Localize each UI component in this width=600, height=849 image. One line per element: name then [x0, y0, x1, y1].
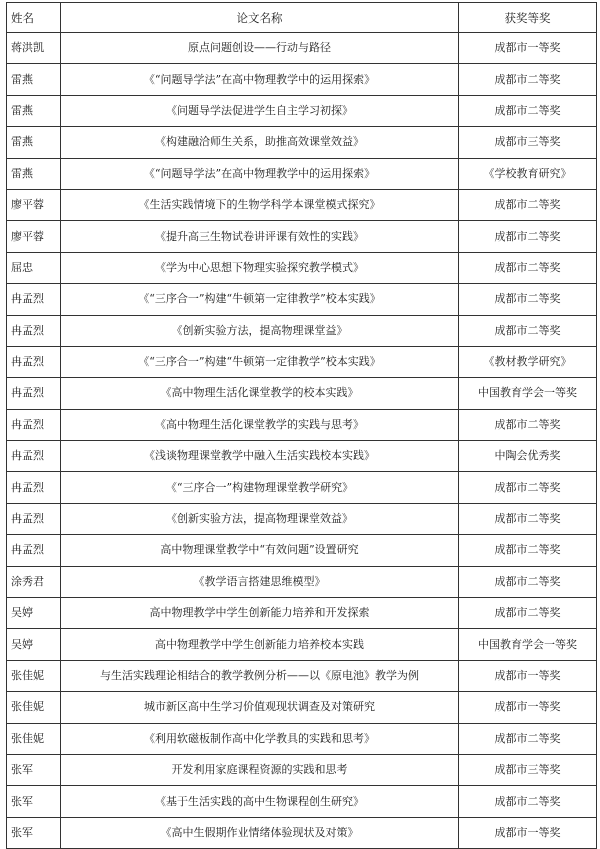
- cell-paper-title: 原点问题创设——行动与路径: [61, 33, 459, 64]
- cell-author-name: 雷燕: [7, 127, 61, 158]
- cell-author-name: 冉孟烈: [7, 284, 61, 315]
- cell-award-level: 《教材教学研究》: [459, 346, 597, 377]
- cell-author-name: 冉孟烈: [7, 535, 61, 566]
- cell-author-name: 蒋洪凯: [7, 33, 61, 64]
- cell-paper-title: 高中物理课堂教学中“有效问题”设置研究: [61, 535, 459, 566]
- cell-paper-title: 《学为中心思想下物理实验探究教学模式》: [61, 252, 459, 283]
- cell-author-name: 冉孟烈: [7, 441, 61, 472]
- cell-author-name: 涂秀君: [7, 566, 61, 597]
- table-row: [7, 441, 597, 472]
- cell-paper-title: 《提升高三生物试卷讲评课有效性的实践》: [61, 221, 459, 252]
- cell-award-level: 成都市二等奖: [459, 786, 597, 817]
- cell-paper-title: 《“问题导学法”在高中物理教学中的运用探索》: [61, 158, 459, 189]
- cell-paper-title: 《“三序合一”构建物理课堂教学研究》: [61, 472, 459, 503]
- cell-award-level: 成都市二等奖: [459, 189, 597, 220]
- cell-paper-title: 《构建融洽师生关系，助推高效课堂效益》: [61, 127, 459, 158]
- cell-award-level: 成都市二等奖: [459, 64, 597, 95]
- cell-author-name: 冉孟烈: [7, 378, 61, 409]
- cell-award-level: 成都市二等奖: [459, 598, 597, 629]
- cell-award-level: 成都市三等奖: [459, 754, 597, 785]
- cell-award-level: 成都市二等奖: [459, 723, 597, 754]
- cell-award-level: 成都市二等奖: [459, 503, 597, 534]
- cell-paper-title: 《高中物理生活化课堂教学的实践与思考》: [61, 409, 459, 440]
- cell-author-name: 张军: [7, 817, 61, 848]
- cell-award-level: 《学校教育研究》: [459, 158, 597, 189]
- cell-award-level: 成都市二等奖: [459, 472, 597, 503]
- awards-table: [6, 2, 597, 849]
- cell-award-level: 成都市二等奖: [459, 315, 597, 346]
- table-row: [7, 221, 597, 252]
- cell-award-level: 成都市二等奖: [459, 221, 597, 252]
- table-row: [7, 723, 597, 754]
- cell-award-level: 成都市二等奖: [459, 566, 597, 597]
- table-row: [7, 535, 597, 566]
- cell-author-name: 冉孟烈: [7, 472, 61, 503]
- cell-paper-title: 开发利用家庭课程资源的实践和思考: [61, 754, 459, 785]
- cell-author-name: 雷燕: [7, 64, 61, 95]
- header-title: 论文名称: [61, 3, 459, 33]
- cell-author-name: 廖平蓉: [7, 189, 61, 220]
- cell-paper-title: 《教学语言搭建思维模型》: [61, 566, 459, 597]
- cell-paper-title: 《高中生假期作业情绪体验现状及对策》: [61, 817, 459, 848]
- cell-paper-title: 高中物理教学中学生创新能力培养校本实践: [61, 629, 459, 660]
- table-row: [7, 189, 597, 220]
- cell-award-level: 成都市二等奖: [459, 535, 597, 566]
- cell-author-name: 吴婷: [7, 598, 61, 629]
- cell-author-name: 冉孟烈: [7, 315, 61, 346]
- cell-paper-title: 《利用软磁板制作高中化学教具的实践和思考》: [61, 723, 459, 754]
- table-row: [7, 127, 597, 158]
- table-body: [7, 33, 597, 849]
- table-row: [7, 346, 597, 377]
- table-row: [7, 252, 597, 283]
- header-award: 获奖等奖: [459, 3, 597, 33]
- cell-award-level: 中国教育学会一等奖: [459, 629, 597, 660]
- table-row: [7, 315, 597, 346]
- cell-award-level: 成都市一等奖: [459, 817, 597, 848]
- cell-author-name: 吴婷: [7, 629, 61, 660]
- table-row: [7, 629, 597, 660]
- cell-author-name: 冉孟烈: [7, 409, 61, 440]
- cell-author-name: 张军: [7, 754, 61, 785]
- header-name: 姓名: [7, 3, 61, 33]
- cell-paper-title: 《问题导学法促进学生自主学习初探》: [61, 95, 459, 126]
- table-row: [7, 754, 597, 785]
- cell-author-name: 廖平蓉: [7, 221, 61, 252]
- cell-author-name: 屈忠: [7, 252, 61, 283]
- table-row: [7, 95, 597, 126]
- table-row: [7, 692, 597, 723]
- table-row: [7, 598, 597, 629]
- cell-award-level: 成都市一等奖: [459, 660, 597, 691]
- table-row: [7, 284, 597, 315]
- cell-paper-title: 《“三序合一”构建“牛顿第一定律教学”校本实践》: [61, 346, 459, 377]
- cell-paper-title: 城市新区高中生学习价值观现状调查及对策研究: [61, 692, 459, 723]
- table-row: [7, 503, 597, 534]
- cell-award-level: 成都市二等奖: [459, 284, 597, 315]
- cell-author-name: 雷燕: [7, 158, 61, 189]
- table-row: [7, 660, 597, 691]
- cell-award-level: 中陶会优秀奖: [459, 441, 597, 472]
- cell-author-name: 雷燕: [7, 95, 61, 126]
- cell-paper-title: 《“三序合一”构建“牛顿第一定律教学”校本实践》: [61, 284, 459, 315]
- cell-author-name: 张佳妮: [7, 723, 61, 754]
- cell-award-level: 成都市二等奖: [459, 409, 597, 440]
- cell-author-name: 冉孟烈: [7, 503, 61, 534]
- cell-paper-title: 《创新实验方法，提高物理课堂益》: [61, 315, 459, 346]
- cell-award-level: 成都市一等奖: [459, 33, 597, 64]
- cell-author-name: 冉孟烈: [7, 346, 61, 377]
- table-row: [7, 378, 597, 409]
- cell-paper-title: 《基于生活实践的高中生物课程创生研究》: [61, 786, 459, 817]
- table-row: [7, 472, 597, 503]
- cell-paper-title: 高中物理教学中学生创新能力培养和开发探索: [61, 598, 459, 629]
- cell-paper-title: 《生活实践情境下的生物学科学本课堂模式探究》: [61, 189, 459, 220]
- cell-award-level: 成都市三等奖: [459, 127, 597, 158]
- table-row: [7, 64, 597, 95]
- cell-paper-title: 《“问题导学法”在高中物理教学中的运用探索》: [61, 64, 459, 95]
- table-header-row: [7, 3, 597, 33]
- cell-paper-title: 《创新实验方法，提高物理课堂效益》: [61, 503, 459, 534]
- cell-paper-title: 与生活实践理论相结合的教学教例分析——以《原电池》教学为例: [61, 660, 459, 691]
- cell-award-level: 中国教育学会一等奖: [459, 378, 597, 409]
- cell-award-level: 成都市二等奖: [459, 95, 597, 126]
- cell-paper-title: 《浅谈物理课堂教学中融入生活实践校本实践》: [61, 441, 459, 472]
- table-row: [7, 566, 597, 597]
- cell-author-name: 张佳妮: [7, 692, 61, 723]
- table-row: [7, 158, 597, 189]
- cell-paper-title: 《高中物理生活化课堂教学的校本实践》: [61, 378, 459, 409]
- table-row: [7, 786, 597, 817]
- cell-author-name: 张佳妮: [7, 660, 61, 691]
- table-row: [7, 33, 597, 64]
- cell-award-level: 成都市一等奖: [459, 692, 597, 723]
- table-row: [7, 409, 597, 440]
- cell-award-level: 成都市二等奖: [459, 252, 597, 283]
- cell-author-name: 张军: [7, 786, 61, 817]
